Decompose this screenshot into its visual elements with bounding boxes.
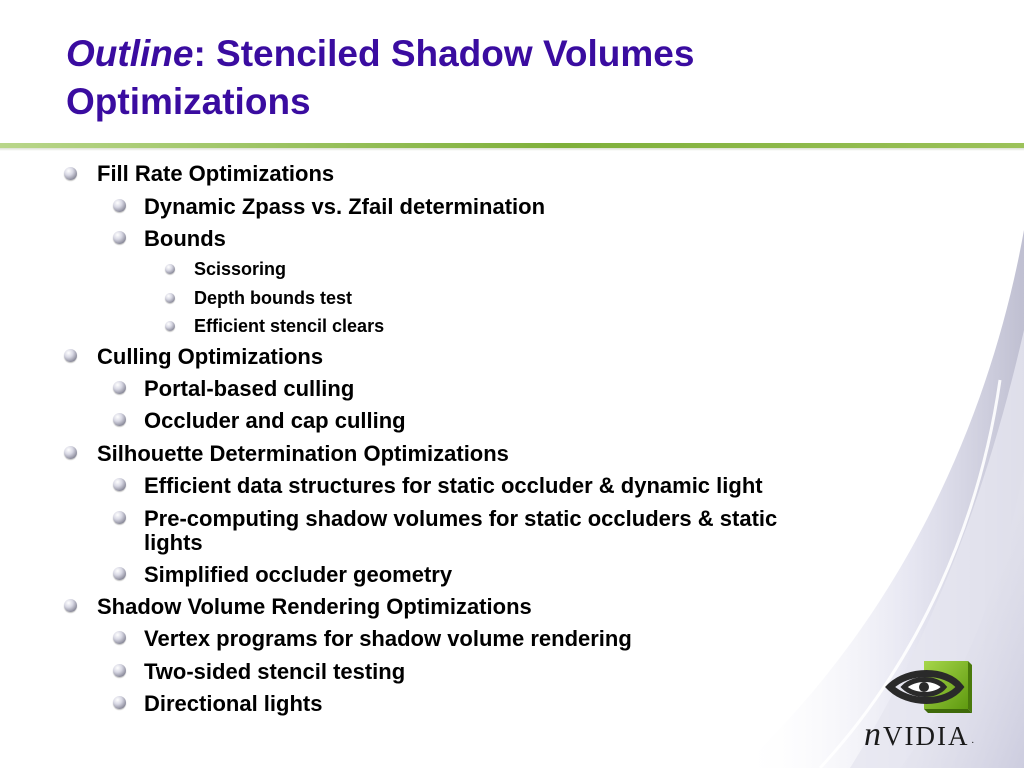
outline-subitem-bounds: Bounds	[144, 226, 226, 251]
outline-subsubitem-stencil-clears: Efficient stencil clears	[194, 316, 385, 336]
bullet-icon	[113, 631, 126, 644]
wordmark-n: n	[864, 716, 883, 753]
bullet-icon	[113, 696, 126, 709]
outline-item-silhouette: Silhouette Determination Optimizations	[97, 441, 509, 466]
outline-subitem-two-sided: Two-sided stencil testing	[144, 659, 406, 684]
bullet-icon	[113, 413, 126, 426]
title-divider-shadow	[0, 148, 1024, 151]
bullet-icon	[64, 167, 77, 180]
bullet-icon	[165, 293, 175, 303]
outline-subitem-portal: Portal-based culling	[144, 376, 355, 401]
outline-subitem-zpass: Dynamic Zpass vs. Zfail determination	[144, 194, 546, 219]
outline-subitem-vertex-programs: Vertex programs for shadow volume rendering	[144, 626, 632, 651]
outline-subsubitem-depth-bounds: Depth bounds test	[194, 288, 352, 308]
outline-subitem-precomputing	[144, 506, 777, 555]
bullet-icon	[113, 478, 126, 491]
outline-subitem-simplified: Simplified occluder geometry	[144, 562, 453, 587]
outline-subitem-precomputing-line2: lights	[144, 530, 203, 555]
title-rest: : Stenciled Shadow Volumes Optimizations	[66, 33, 695, 122]
bullet-icon	[113, 664, 126, 677]
outline-subitem-precomputing-line1: Pre-computing shadow volumes for static occluders & static	[144, 506, 778, 531]
bullet-icon	[113, 231, 126, 244]
outline-item-rendering: Shadow Volume Rendering Optimizations	[97, 594, 532, 619]
bullet-icon	[64, 446, 77, 459]
bullet-icon	[64, 349, 77, 362]
bullet-icon	[165, 264, 175, 274]
bullet-icon	[113, 567, 126, 580]
bullet-icon	[113, 199, 126, 212]
title-keyword: Outline	[66, 33, 194, 74]
outline-subsubitem-scissoring: Scissoring	[194, 259, 287, 279]
outline-item-culling: Culling Optimizations	[97, 344, 324, 369]
bullet-icon	[113, 511, 126, 524]
bullet-icon	[64, 599, 77, 612]
bullet-icon	[113, 381, 126, 394]
outline-subitem-occluder-cap: Occluder and cap culling	[144, 408, 406, 433]
nvidia-wordmark	[864, 716, 1024, 756]
bullet-icon	[165, 321, 175, 331]
wordmark-rest: VIDIA	[883, 721, 970, 751]
wordmark-dot: .	[971, 735, 976, 746]
slide-title	[66, 30, 946, 126]
outline-subitem-data-structures: Efficient data structures for static occluder & dynamic light	[144, 473, 763, 498]
outline-subitem-directional: Directional lights	[144, 691, 323, 716]
outline-item-fill-rate: Fill Rate Optimizations	[97, 161, 335, 186]
